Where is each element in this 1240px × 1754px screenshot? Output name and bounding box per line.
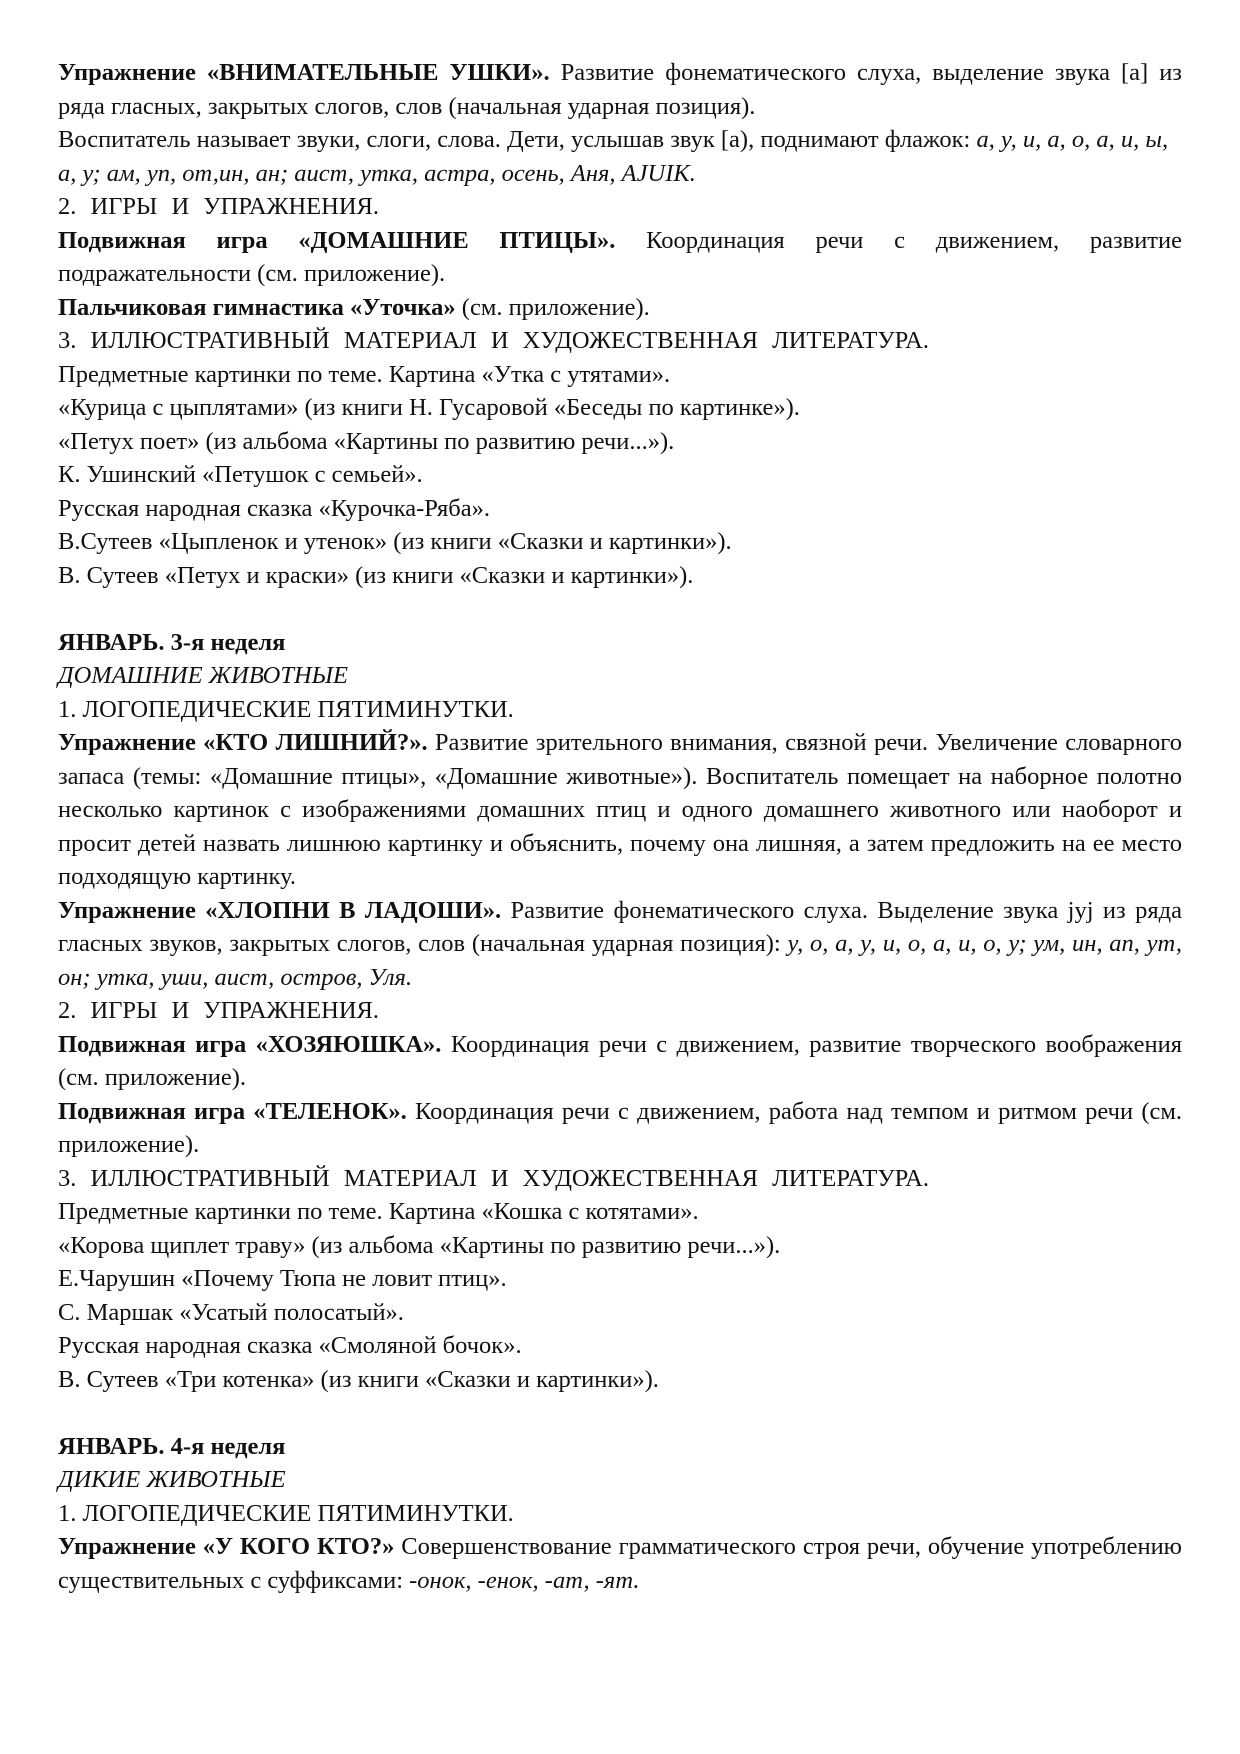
- game-title: Подвижная игра «ХОЗЯЮШКА».: [58, 1030, 442, 1058]
- sound-items: у, о, а, у, и, о, а, и, о, у; ум, ин, ап, ут, он; утка, уши, аист, остров, Уля.: [58, 930, 1182, 991]
- game-domestic-birds: [58, 224, 1182, 291]
- literature-item: В. Сутеев «Три котенка» (из книги «Сказки и картинки»).: [58, 1365, 659, 1393]
- literature-item: С. Маршак «Усатый полосатый».: [58, 1298, 404, 1326]
- week-heading: ЯНВАРЬ. 3-я неделя: [58, 628, 286, 656]
- literature-item: В.Сутеев «Цыпленок и утенок» (из книги «Сказки и картинки»).: [58, 528, 732, 555]
- literature-item: Предметные картинки по теме. Картина «Кошка с котятами».: [58, 1198, 699, 1225]
- literature-item: В. Сутеев «Петух и краски» (из книги «Сказки и картинки»).: [58, 561, 694, 589]
- exercise-description: Развитие фонематического слуха, выделение звука [а] из ряда гласных, закрытых слогов, слов (начальная ударная позиция).: [58, 59, 1182, 120]
- literature-item: Русская народная сказка «Курочка-Ряба».: [58, 494, 490, 522]
- exercise-who-has-whom: [58, 1530, 1182, 1597]
- literature-item: Русская народная сказка «Смоляной бочок».: [58, 1332, 522, 1359]
- exercise-clap-hands: [58, 894, 1182, 995]
- literature-item: «Корова щиплет траву» (из альбома «Картины по развитию речи...»).: [58, 1231, 781, 1259]
- exercise-description: Развитие фонематического слуха. Выделение звука jyj из ряда гласных звуков, закрытых слогов, слов (начальная ударная позиция):: [58, 896, 1183, 957]
- literature-item: Предметные картинки по теме. Картина «Утка с утятами».: [58, 360, 671, 388]
- game-title: Подвижная игра «ДОМАШНИЕ ПТИЦЫ».: [58, 226, 616, 254]
- game-title: Подвижная игра «ТЕЛЕНОК».: [58, 1097, 407, 1125]
- literature-item: «Петух поет» (из альбома «Картины по развитию речи...»).: [58, 427, 675, 455]
- game-title: Пальчиковая гимнастика «Уточка»: [58, 293, 456, 321]
- section-speech-minutes: 1. ЛОГОПЕДИЧЕСКИЕ ПЯТИМИНУТКИ.: [58, 1499, 514, 1527]
- document-page: [58, 56, 1182, 1597]
- section-illustrative-material: 3. ИЛЛЮСТРАТИВНЫЙ МАТЕРИАЛ И ХУДОЖЕСТВЕННАЯ ЛИТЕРАТУРА.: [58, 1164, 929, 1192]
- section-games: 2. ИГРЫ И УПРАЖНЕНИЯ.: [58, 193, 379, 220]
- section-illustrative-material: 3. ИЛЛЮСТРАТИВНЫЙ МАТЕРИАЛ И ХУДОЖЕСТВЕННАЯ ЛИТЕРАТУРА.: [58, 327, 929, 354]
- exercise-title: Упражнение «У КОГО КТО?»: [58, 1533, 395, 1560]
- exercise-instructions: [58, 123, 1182, 190]
- instruction-text: Воспитатель называет звуки, слоги, слова. Дети, услышав звук [а), поднимают флажок:: [58, 126, 977, 153]
- literature-item: К. Ушинский «Петушок с семьей».: [58, 461, 423, 488]
- week-topic: ДИКИЕ ЖИВОТНЫЕ: [58, 1466, 286, 1493]
- suffix-items: -онок, -енок, -ат, -ят.: [409, 1566, 640, 1594]
- game-housewife: [58, 1028, 1182, 1095]
- finger-gymnastics: [58, 291, 1182, 325]
- spacer: [58, 592, 1182, 626]
- exercise-who-extra: [58, 726, 1182, 894]
- section-games: 2. ИГРЫ И УПРАЖНЕНИЯ.: [58, 997, 379, 1024]
- game-description: Координация речи с движением, развитие творческого воображения (см. приложение).: [58, 1030, 1182, 1091]
- week-heading: ЯНВАРЬ. 4-я неделя: [58, 1432, 286, 1460]
- exercise-title: Упражнение «ХЛОПНИ В ЛАДОШИ».: [58, 896, 502, 924]
- game-calf: [58, 1095, 1182, 1162]
- exercise-title: Упражнение «ВНИМАТЕЛЬНЫЕ УШКИ».: [58, 59, 550, 86]
- week-topic: ДОМАШНИЕ ЖИВОТНЫЕ: [58, 662, 348, 689]
- sound-items: а, у, и, а, о, а, и, ы, а, у; ам, уп, от,ин, ан; аист, утка, астра, осень, Аня, AJUIK.: [58, 126, 1169, 187]
- exercise-description: Развитие зрительного внимания, связной речи. Увеличение словарного запаса (темы: «Домашние птицы», «Домашние животные»). Воспитатель помещает на наборное полотно несколько картинок с изображениями домашних птиц и одного домашнего животного или наоборот и просит детей назвать лишнюю картинку и объяснить, почему она лишняя, а затем предложить на ее место подходящую картинку.: [58, 729, 1182, 890]
- game-description: Координация речи с движением, работа над темпом и ритмом речи (см. приложение).: [58, 1097, 1183, 1158]
- literature-item: Е.Чарушин «Почему Тюпа не ловит птиц».: [58, 1265, 507, 1292]
- spacer: [58, 1396, 1182, 1430]
- literature-item: «Курица с цыплятами» (из книги Н. Гусаровой «Беседы по картинке»).: [58, 394, 800, 421]
- game-description: Координация речи с движением, развитие подражательности (см. приложение).: [58, 226, 1182, 287]
- exercise-title: Упражнение «КТО ЛИШНИЙ?».: [58, 729, 428, 756]
- game-description: (см. приложение).: [455, 293, 650, 321]
- exercise-attentive-ears: [58, 56, 1182, 123]
- section-speech-minutes: 1. ЛОГОПЕДИЧЕСКИЕ ПЯТИМИНУТКИ.: [58, 695, 514, 723]
- exercise-description: Совершенствование грамматического строя речи, обучение употреблению существительных с суффиксами:: [58, 1533, 1182, 1594]
